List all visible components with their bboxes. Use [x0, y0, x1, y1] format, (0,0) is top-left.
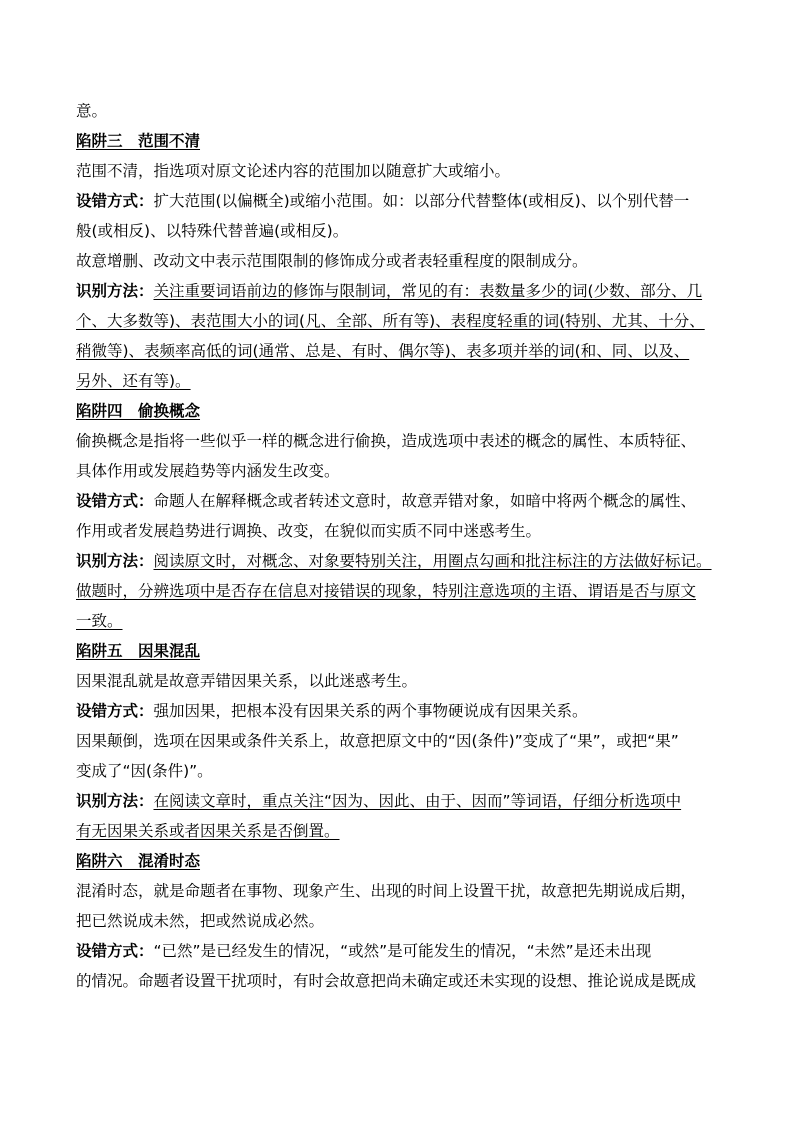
line-text: 般(或相反)、以特殊代替普遍(或相反)。 [76, 222, 349, 240]
line-text: 稍微等)、表频率高低的词(通常、总是、有时、偶尔等)、表多项并举的词(和、同、以及、 [76, 342, 690, 360]
body-line [76, 156, 726, 186]
line-text: 在阅读文章时，重点关注“因为、因此、由于、因而”等词语，仔细分析选项中 [153, 792, 682, 810]
underlined-line [76, 336, 726, 366]
method-line [76, 696, 726, 726]
section-heading-text: 陷阱六 混淆时态 [76, 852, 201, 870]
body-line [76, 426, 726, 456]
line-text: 范围不清，指选项对原文论述内容的范围加以随意扩大或缩小。 [76, 162, 511, 180]
line-label: 识别方法： [76, 552, 154, 570]
section-heading [76, 636, 726, 666]
line-text: “已然”是已经发生的情况，“或然”是可能发生的情况，“未然”是还未出现 [153, 942, 652, 960]
line-text: 关注重要词语前边的修饰与限制词，常见的有：表数量多少的词(少数、部分、几 [153, 282, 703, 300]
line-text: 一致。 [76, 612, 123, 630]
line-text: 做题时，分辨选项中是否存在信息对接错误的现象，特别注意选项的主语、谓语是否与原文 [76, 582, 697, 600]
line-text: 混淆时态，就是命题者在事物、现象产生、出现的时间上设置干扰，故意把先期说成后期， [76, 882, 697, 900]
line-label: 设错方式： [76, 192, 154, 210]
line-text: 把已然说成未然，把或然说成必然。 [76, 912, 325, 930]
line-text: 因果混乱就是故意弄错因果关系，以此迷惑考生。 [76, 672, 418, 690]
document-body [76, 96, 726, 996]
line-text: 故意增删、改动文中表示范围限制的修饰成分或者表轻重程度的限制成分。 [76, 252, 588, 270]
body-line [76, 96, 726, 126]
body-line [76, 876, 726, 906]
identify-line [76, 546, 726, 576]
line-text: 因果颠倒，选项在因果或条件关系上，故意把原文中的“因(条件)”变成了“果”，或把“果” [76, 732, 679, 750]
line-text: 个、大多数等)、表范围大小的词(凡、全部、所有等)、表程度轻重的词(特别、尤其、十分、 [76, 312, 705, 330]
line-label: 识别方法： [76, 792, 154, 810]
body-line [76, 726, 726, 756]
line-text: 意。 [76, 102, 108, 120]
line-label: 设错方式： [76, 702, 154, 720]
identify-line [76, 276, 726, 306]
underlined-line [76, 816, 726, 846]
line-text: 另外、还有等)。 [76, 372, 191, 390]
body-line [76, 456, 726, 486]
section-heading-text: 陷阱三 范围不清 [76, 132, 201, 150]
line-label: 设错方式： [76, 492, 154, 510]
body-line [76, 516, 726, 546]
underlined-line [76, 366, 726, 396]
body-line [76, 756, 726, 786]
method-line [76, 486, 726, 516]
line-text: 作用或者发展趋势进行调换、改变，在貌似而实质不同中迷惑考生。 [76, 522, 542, 540]
line-text: 有无因果关系或者因果关系是否倒置。 [76, 822, 340, 840]
underlined-line [76, 606, 726, 636]
line-text: 的情况。命题者设置干扰项时，有时会故意把尚未确定或还未实现的设想、推论说成是既成 [76, 972, 697, 990]
line-text: 偷换概念是指将一些似乎一样的概念进行偷换，造成选项中表述的概念的属性、本质特征、 [76, 432, 697, 450]
line-text: 变成了“因(条件)”。 [76, 762, 213, 780]
section-heading [76, 126, 726, 156]
line-text: 具体作用或发展趋势等内涵发生改变。 [76, 462, 340, 480]
body-line [76, 246, 726, 276]
section-heading [76, 396, 726, 426]
body-line [76, 666, 726, 696]
line-text: 命题人在解释概念或者转述文意时，故意弄错对象，如暗中将两个概念的属性、 [153, 492, 697, 510]
line-label: 设错方式： [76, 942, 154, 960]
body-line [76, 906, 726, 936]
identify-line [76, 786, 726, 816]
method-line [76, 186, 726, 216]
body-line [76, 966, 726, 996]
section-heading-text: 陷阱四 偷换概念 [76, 402, 201, 420]
line-label: 识别方法： [76, 282, 154, 300]
method-line [76, 936, 726, 966]
line-text: 强加因果，把根本没有因果关系的两个事物硬说成有因果关系。 [153, 702, 588, 720]
underlined-line [76, 306, 726, 336]
body-line [76, 216, 726, 246]
line-text: 扩大范围(以偏概全)或缩小范围。如：以部分代替整体(或相反)、以个别代替一 [153, 192, 690, 210]
section-heading [76, 846, 726, 876]
section-heading-text: 陷阱五 因果混乱 [76, 642, 201, 660]
underlined-line [76, 576, 726, 606]
line-text: 阅读原文时，对概念、对象要特别关注，用圈点勾画和批注标注的方法做好标记。 [153, 552, 712, 570]
